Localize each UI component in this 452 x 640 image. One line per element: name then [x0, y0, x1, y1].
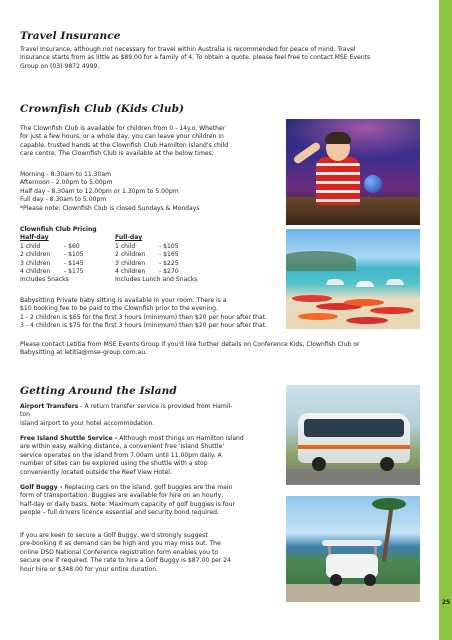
price-row: 2 children - $165 [115, 251, 179, 259]
golf-buggy-photo [286, 496, 420, 602]
golf-buggy-text: Golf Buggy - Replacing cars on the island, golf buggies are the main form of transportation. Buggies are available for hire on an hourly, half-day or daily basis. Note: Maximum capacity of golf buggies is four people – full drivers licence essential and security bond required. [20, 484, 235, 517]
pricing-title: Clownfish Club Pricing [20, 226, 97, 233]
airport-transfers-text: Airport Transfers - A return transfer service is provided from Hamil- ton Island airport to your hotel accommodation. [20, 403, 233, 427]
getting-around-heading: Getting Around the Island [20, 385, 177, 397]
crownfish-times: Morning - 8.30am to 11.30am Afternoon - 2.00pm to 5.00pm Half day - 8.30am to 12.00pm or 1.30pm to 5.00pm Full day - 8.30am to 5.00pm *Please note: Clownfish Club is closed Sundays & Mondays [20, 171, 200, 212]
green-sidebar [439, 0, 452, 640]
golf-buggy-label: Golf Buggy - [20, 484, 63, 491]
kid-bowling-photo [286, 119, 420, 225]
beach-kayaks-photo [286, 229, 420, 329]
page-number: 25 [441, 599, 451, 606]
price-row: 4 children - $175 [20, 268, 84, 276]
price-row: 3 children - $225 [115, 259, 179, 267]
full-day-column: Full-day 1 child - $105 2 children - $165 3 children - $225 4 children - $270 Includes Lunch and Snacks [115, 234, 198, 284]
travel-insurance-text: Travel Insurance, although not necessary for travel within Australia is recommended for peace of mind. Travel Insurance starts from as little as $89.00 for a family of 4. To obtain a quote, please feel free to contact MSE Events Group on (03) 9872 4999. [20, 46, 371, 70]
contact-text: Please contact Letitia from MSE Events Group if you'd like further details on Conference Kids, Clownfish Club or Babysitting at letitia@mse-group.com.au. [20, 341, 360, 357]
island-shuttle-bus-photo [286, 385, 420, 485]
half-day-column: Half-day 1 child - $60 2 children - $105 3 children - $145 4 children - $175 Includes Snacks [20, 234, 84, 284]
price-row: 2 children - $105 [20, 251, 84, 259]
crownfish-intro: The Clownfish Club is available for children from 0 - 14y.o. Whether for just a few hours, or a whole day, you can leave your children in capable, trusted hands at the Clownfish Club Hamilton Island's child care centre. The Clownfish Club is available at the below times; [20, 125, 229, 158]
shuttle-text: Free Island Shuttle Service - Although most things on Hamilton Island are within easy walking distance, a convenient free 'Island Shuttle' service operates on the island from 7.00am until 11.00pm daily. A number of sites can be explored using the shuttle with a stop conveniently located outside the Reef View Hotel. [20, 435, 244, 476]
shuttle-label: Free Island Shuttle Service - [20, 435, 118, 442]
travel-insurance-heading: Travel Insurance [20, 30, 121, 42]
crownfish-heading: Crownfish Club (Kids Club) [20, 103, 185, 115]
babysitting-text: Babysitting Private baby sitting is available in your room. There is a $10 booking fee to be paid to the Clownfish prior to the evening. 1 - 2 children is $65 for the first 3 hours (minimum) then $20 per hour after that. 3 - 4 children is $75 for the first 3 hours (minimum) then $20 per hour after that. [20, 297, 268, 330]
airport-transfers-label: Airport Transfers [20, 403, 79, 410]
price-row: 4 children - $270 [115, 268, 179, 276]
buggy-reserve-text: If you are keen to secure a Golf Buggy, we'd strongly suggest pre-booking it as demand can be high and you may miss out. The online DSD National Conference registration form enables you to secure one if required. The rate to hire a Golf Buggy is $87.00 per 24 hour hire or $348.00 for your entire duration. [20, 532, 232, 573]
price-row: 3 children - $145 [20, 259, 84, 267]
pricing-block [20, 226, 198, 294]
price-row: 1 child - $105 [115, 242, 179, 250]
price-row: 1 child - $60 [20, 242, 80, 250]
